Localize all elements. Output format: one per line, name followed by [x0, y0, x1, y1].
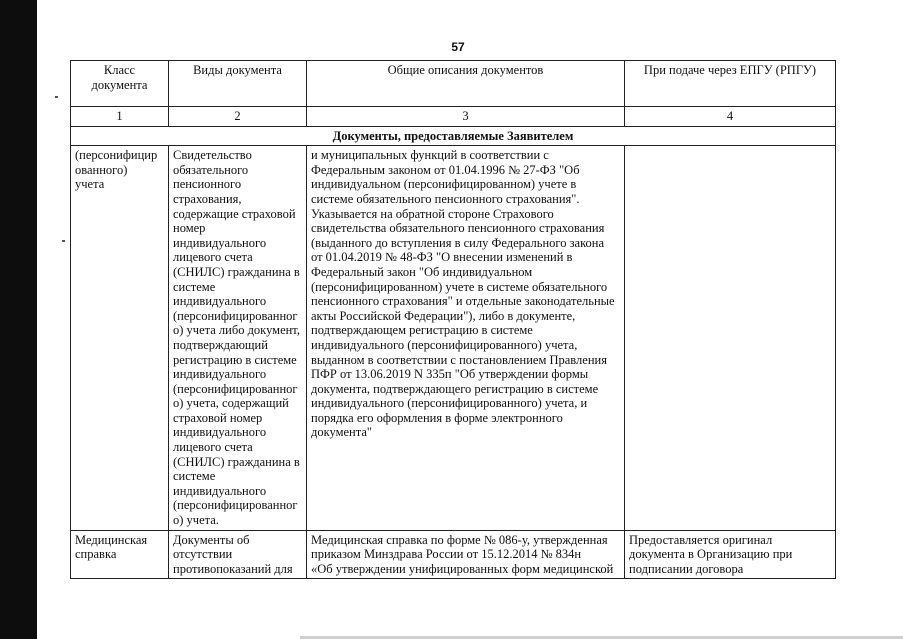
column-number-row	[71, 107, 836, 127]
header-doc-class: Класс документа	[71, 61, 169, 107]
table-row	[71, 146, 836, 530]
epgu-cell: Предоставляется оригинал документа в Организацию при подписании договора	[625, 530, 836, 579]
header-description: Общие описания документов	[307, 61, 625, 107]
column-number: 4	[625, 107, 836, 127]
doc-type-cell: Свидетельство обязательного пенсионного страхования, содержащие страховой номер индивидуального лицевого счета (СНИЛС) гражданина в системе индивидуального (персонифицированног о) учета либо документ, подтверждающий регистрацию в системе индивидуального (персонифицированног о) учета, содержащий страховой номер индивидуального лицевого счета (СНИЛС) гражданина в системе индивидуального (персонифицированног о) учета.	[169, 146, 307, 530]
description-cell: и муниципальных функций в соответствии с Федеральным законом от 01.04.1996 № 27-ФЗ "Об индивидуальном (персонифицированном) учете в системе обязательного пенсионного страхования". Указывается на обратной стороне Страхового свидетельства обязательного пенсионного страхования (выданного до вступления в силу Федерального закона от 01.04.2019 № 48-ФЗ "О внесении изменений в Федеральный закон "Об индивидуальном (персонифицированном) учете в системе обязательного пенсионного страхования" и отдельные законодательные акты Российской Федерации"), либо в документе, подтверждающем регистрацию в системе индивидуального (персонифицированного) учета, выданном в соответствии с постановлением Правления ПФР от 13.06.2019 N 335п "Об утверждении формы документа, подтверждающего регистрацию в системе индивидуального (персонифицированного) учета, и порядка его оформления в форме электронного документа"	[307, 146, 625, 530]
description-cell: Медицинская справка по форме № 086-у, утвержденная приказом Минздрава России от 15.12.2014 № 834н «Об утверждении унифицированных форм медицинской	[307, 530, 625, 579]
epgu-cell	[625, 146, 836, 530]
column-number: 2	[169, 107, 307, 127]
doc-class-cell: Медицинская справка	[71, 530, 169, 579]
scan-speck	[62, 240, 65, 242]
section-row	[71, 126, 836, 146]
page-number: 57	[451, 40, 465, 54]
header-doc-type: Виды документа	[169, 61, 307, 107]
table-row	[71, 530, 836, 579]
section-title: Документы, предоставляемые Заявителем	[71, 126, 836, 146]
documents-table	[70, 60, 836, 579]
doc-type-cell: Документы об отсутствии противопоказаний для	[169, 530, 307, 579]
column-number: 3	[307, 107, 625, 127]
scan-speck	[55, 96, 58, 98]
doc-class-cell: (персонифицир ованного) учета	[71, 146, 169, 530]
header-row	[71, 61, 836, 107]
scan-left-edge	[0, 0, 37, 639]
header-epgu: При подаче через ЕПГУ (РПГУ)	[625, 61, 836, 107]
column-number: 1	[71, 107, 169, 127]
